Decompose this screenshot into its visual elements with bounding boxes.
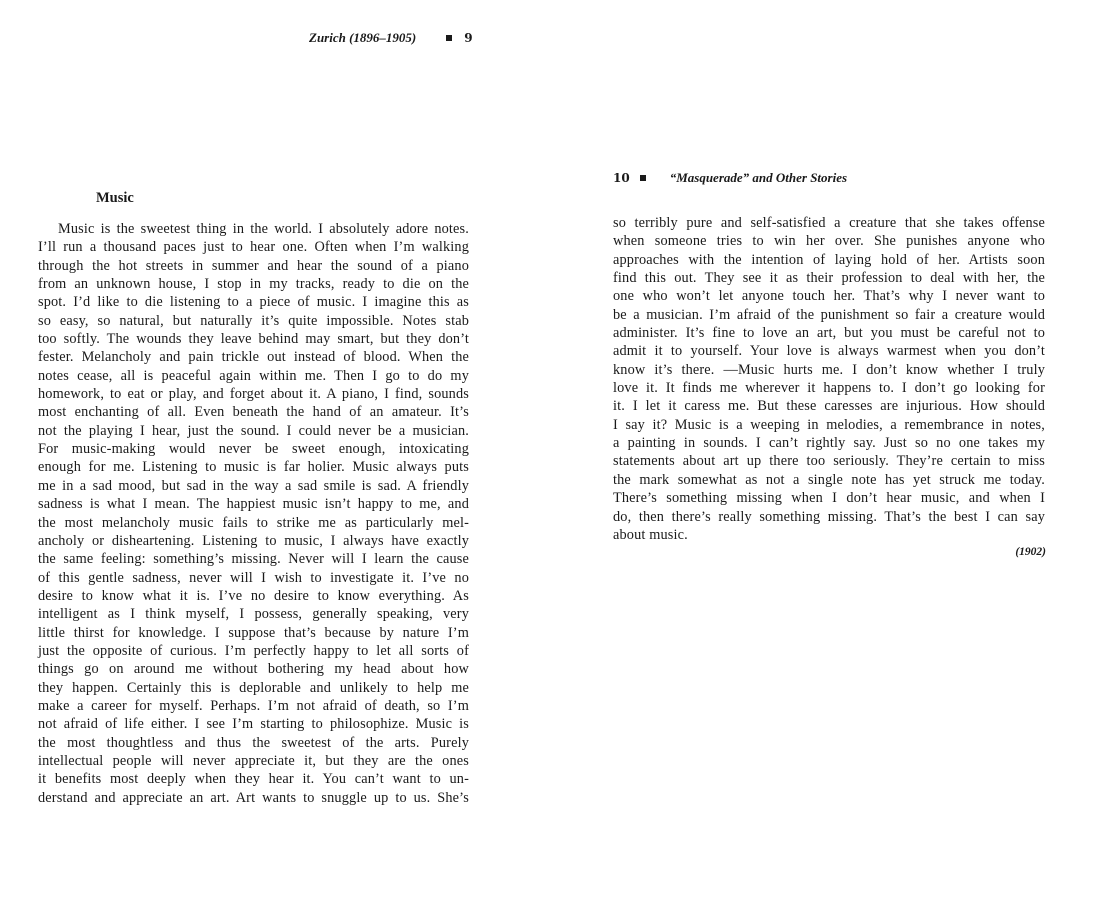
text-line: do, then there’s really something missing. That’s the best I can say [613, 508, 1045, 525]
text-line: admit it to yourself. Your love is always warmest when you don’t [613, 343, 1045, 360]
text-line: too softly. The wounds they leave behind may smart, but they don’t [38, 331, 469, 348]
text-line: I say it? Music is a weeping in melodies, a remembrance in notes, [613, 416, 1045, 433]
text-line: find this out. They see it as their profession to deal with her, the [613, 270, 1045, 287]
text-line: There’s something missing when I don’t hear music, and when I [613, 490, 1045, 507]
body-text [613, 214, 1045, 544]
text-line: fester. Melancholy and pain trickle out instead of blood. When the [38, 349, 469, 366]
text-line: For music-making would never be sweet enough, intoxicating [38, 441, 469, 458]
text-line: when someone tries to win her over. She punishes anyone who [613, 233, 1045, 250]
text-line: not the playing I hear, just the sound. I could never be a musician. [38, 422, 469, 439]
text-line: be a musician. I’m afraid of the punishment so fair a creature would [613, 306, 1045, 323]
text-line: spot. I’d like to die listening to a piece of music. I imagine this as [38, 294, 469, 311]
right-page [550, 0, 1100, 900]
text-line: Music is the sweetest thing in the world. I absolutely adore notes. [58, 221, 469, 237]
text-line: the mark somewhat as not a single note has yet struck me today. [613, 471, 1045, 488]
text-line: enough for me. Listening to music is far holier. Music always puts [38, 459, 469, 476]
text-line: statements about art up there too seriously. They’re certain to miss [613, 453, 1045, 470]
text-line: the most melancholy music fails to strike me as particularly mel- [38, 514, 469, 531]
composition-date: (1902) [1015, 546, 1046, 558]
text-line: most enchanting of all. Even beneath the hand of an amateur. It’s [38, 404, 469, 421]
text-line: things go on around me without bothering my head about how [38, 661, 469, 678]
text-line: not afraid of life either. I see I’m starting to philosophize. Music is [38, 716, 469, 733]
square-bullet-icon [640, 175, 646, 181]
text-line: me in a sad mood, but sad in the way a sad smile is sad. A friendly [38, 477, 469, 494]
running-head [309, 30, 473, 46]
text-line: it benefits most deeply when they hear it. You can’t want to un- [38, 771, 469, 788]
text-line: so terribly pure and self-satisfied a creature that she takes offense [613, 215, 1045, 231]
text-line: of this gentle sadness, never will I wish to investigate it. I’ve no [38, 569, 469, 586]
text-line: make a career for myself. Perhaps. I’m not afraid of death, so I’m [38, 697, 469, 714]
text-line: the same feeling: something’s missing. Never will I learn the cause [38, 551, 469, 568]
text-line: ancholy or disheartening. Listening to music, I always have exactly [38, 532, 469, 549]
text-line: notes cease, all is peaceful again within me. Then I go to do my [38, 367, 469, 384]
text-line: know it’s there. —Music hurts me. I don’t know whether I truly [613, 361, 1045, 378]
text-line: it. I let it caress me. But these caresses are injurious. How should [613, 398, 1045, 415]
text-line: little thirst for knowledge. I suppose that’s because by nature I’m [38, 624, 469, 641]
text-line: one who won’t let anyone touch her. That’s why I never want to [613, 288, 1045, 305]
text-line: derstand and appreciate an art. Art wants to snuggle up to us. She’s [38, 789, 469, 806]
running-head-title: Zurich (1896–1905) [309, 30, 417, 45]
text-line: approaches with the intention of laying hold of her. Artists soon [613, 251, 1045, 268]
running-head-title: “Masquerade” and Other Stories [669, 170, 848, 185]
text-line: administer. It’s fine to love an art, but you must be careful not to [613, 325, 1045, 342]
text-line: from an unknown house, I stop in my tracks, ready to die on the [38, 276, 469, 293]
text-line: desire to know what it is. I’ve no desire to know everything. As [38, 587, 469, 604]
text-line: homework, to eat or play, and forget about it. A piano, I find, sounds [38, 386, 469, 403]
text-line: the most thoughtless and thus the sweetest of the arts. Purely [38, 734, 469, 751]
text-line: they happen. Certainly this is deplorable and unlikely to help me [38, 679, 469, 696]
square-bullet-icon [446, 35, 452, 41]
text-line: so easy, so natural, but naturally it’s quite impossible. Notes stab [38, 312, 469, 329]
text-line: sadness is what I mean. The happiest music isn’t happy to me, and [38, 496, 469, 513]
page-number: 10 [613, 171, 630, 185]
text-line: intelligent as I think myself, I possess, generally speaking, very [38, 606, 469, 623]
text-line: love it. It finds me wherever it happens to. I don’t go looking for [613, 380, 1045, 397]
section-title: Music [96, 190, 134, 206]
text-line: through the hot streets in summer and hear the sound of a piano [38, 257, 469, 274]
text-line: a painting in sounds. I can’t rightly say. Just so no one takes my [613, 435, 1045, 452]
body-text [38, 220, 469, 807]
text-line: about music. [613, 526, 688, 543]
text-line: I’ll run a thousand paces just to hear one. Often when I’m walking [38, 239, 469, 256]
page-number: 9 [464, 31, 473, 45]
running-head [613, 170, 847, 186]
text-line: intellectual people will never appreciate it, but they are the ones [38, 752, 469, 769]
text-line: just the opposite of curious. I’m perfectly happy to let all sorts of [38, 642, 469, 659]
